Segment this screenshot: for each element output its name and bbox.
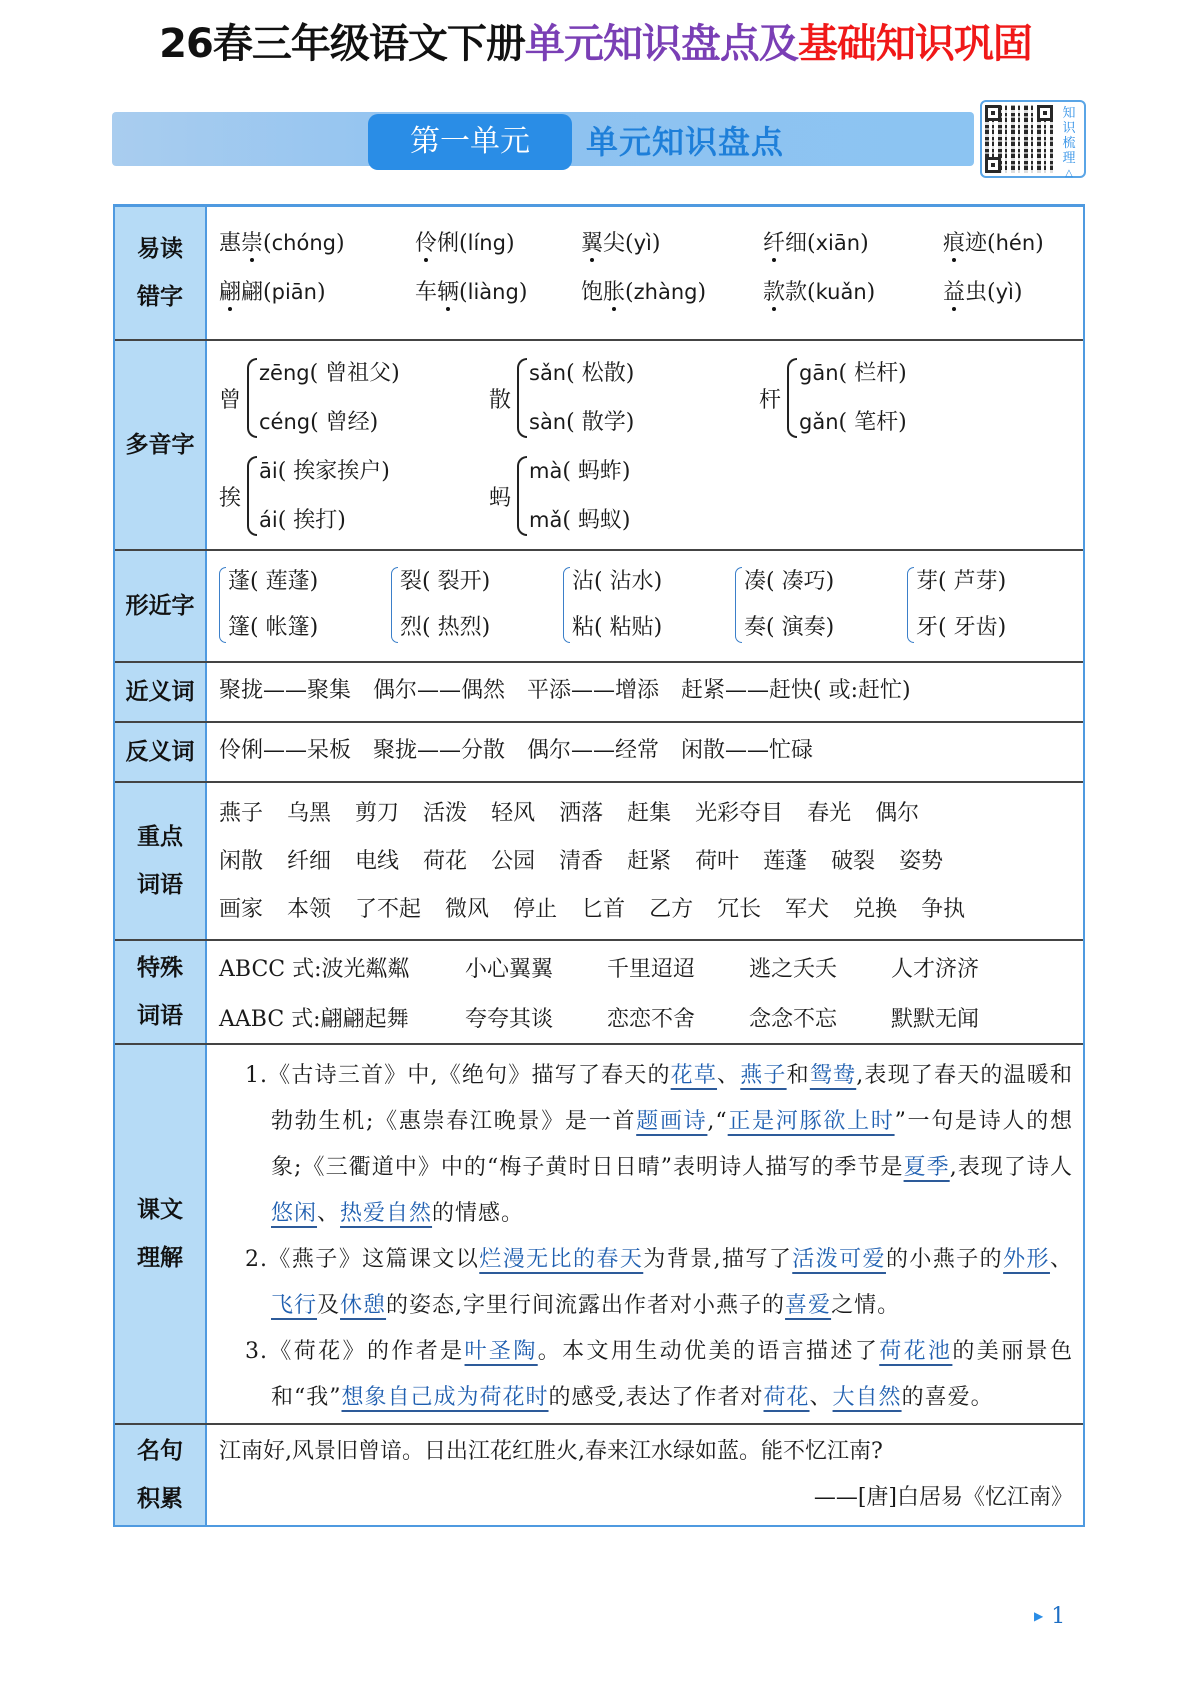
pair-list [572, 559, 662, 651]
similar-char: 沾( 沾水) [572, 569, 663, 594]
polyphonic-char: 蚂 [489, 485, 512, 511]
paragraph-text: 、 [317, 1201, 341, 1226]
row-polyphonic [115, 341, 1083, 551]
pair-list [744, 559, 834, 651]
similar-char-pair [563, 559, 735, 651]
word-char: 翩 [241, 280, 264, 305]
chevron-icon: △ [1065, 168, 1073, 179]
row-label [115, 207, 207, 339]
key-word: 乙方 [649, 897, 694, 922]
antonym-pair: 聚拢——分散 [373, 738, 506, 763]
label-line: 名句 [137, 1438, 183, 1464]
misread-item [415, 221, 581, 266]
pinyin: líng [467, 231, 506, 255]
example: ( 松散) [566, 361, 635, 386]
paragraph-text: ,表现了春天的温暖和勃勃生机;《惠崇春江晚景》是一首 [271, 1063, 1073, 1134]
key-word: 清香 [559, 849, 604, 874]
qr-label-char: 识 [1062, 121, 1076, 136]
similar-char-pair [907, 559, 1079, 651]
key-word: 了不起 [355, 897, 422, 922]
quote-text: 江南好,风景旧曾谙。日出江花红胜火,春来江水绿如蓝。能不忆江南? [219, 1439, 883, 1464]
special-word: 小心翼翼 [465, 957, 554, 982]
misread-item [581, 270, 763, 315]
label-line: 课文 [137, 1197, 183, 1223]
paragraph-text: 及 [317, 1293, 341, 1318]
paragraph-text: 3.《荷花》的作者是 [245, 1339, 465, 1364]
row-content [207, 341, 1083, 549]
pinyin: hén [995, 231, 1036, 255]
paragraph-text: ,表现了诗人 [949, 1155, 1073, 1180]
paragraph-text: 的情感。 [432, 1201, 525, 1226]
brace-icon [787, 358, 797, 438]
brace-icon [907, 567, 914, 643]
readings-list [259, 451, 390, 541]
pair-list [400, 559, 490, 651]
word-char: 虫 [965, 280, 988, 305]
emphasized-char: 胀 [603, 280, 626, 305]
pinyin: piān [271, 280, 317, 304]
pinyin: ái [259, 508, 278, 532]
pinyin: kuǎn [815, 280, 867, 304]
label-line: 积累 [137, 1486, 183, 1512]
paren: ) [651, 231, 661, 256]
paren: ( [987, 280, 996, 305]
misread-item [763, 221, 943, 266]
row-label: 多音字 [115, 341, 207, 549]
row-text-comprehension [115, 1045, 1083, 1425]
paragraph-text: 和 [786, 1063, 810, 1088]
key-word: 赶集 [627, 801, 672, 826]
emphasized-char: 益 [943, 280, 966, 305]
pinyin: gān [799, 361, 839, 385]
misread-item [219, 221, 415, 266]
paragraph-text: 之情。 [831, 1293, 901, 1318]
pinyin: chóng [271, 231, 336, 255]
antonym-pair: 偶尔——经常 [527, 738, 660, 763]
emphasized-char: 辆 [437, 280, 460, 305]
answer-blank: 想象自己成为荷花时 [341, 1385, 549, 1410]
qr-label [1058, 106, 1080, 181]
pinyin: xiān [815, 231, 861, 255]
reading [259, 451, 390, 492]
row-synonyms [115, 663, 1083, 723]
qr-label-char: 理 [1062, 151, 1076, 166]
similar-char: 烈( 热烈) [400, 615, 491, 640]
special-words-list [207, 941, 1083, 1043]
label-line: 错字 [137, 284, 183, 310]
label-line: 理解 [137, 1245, 183, 1271]
reading [529, 451, 631, 492]
pattern-first-word: ABCC 式:波光粼粼 [219, 957, 410, 982]
special-word: 千里迢迢 [607, 957, 696, 982]
synonym-pair: 平添——增添 [527, 678, 660, 703]
answer-blank: 荷花 [763, 1385, 810, 1410]
unit-tab: 第一单元 [368, 114, 572, 170]
key-word: 乌黑 [287, 801, 332, 826]
knowledge-table [113, 204, 1085, 1527]
paren: ) [1013, 280, 1023, 305]
pinyin: mà [529, 459, 563, 483]
brace-icon [247, 358, 257, 438]
pinyin: sàn [529, 410, 567, 434]
qr-finder-icon [1037, 105, 1053, 121]
brace-icon [219, 567, 226, 643]
key-word: 莲蓬 [763, 849, 808, 874]
readings-list [259, 353, 400, 443]
key-word: 纤细 [287, 849, 332, 874]
answer-blank: 燕子 [740, 1063, 787, 1088]
key-word: 剪刀 [355, 801, 400, 826]
polyphonic-item [219, 447, 489, 545]
row-easy-misread [115, 207, 1083, 341]
readings-list [529, 353, 634, 443]
similar-char-pair [735, 559, 907, 651]
row-label: 反义词 [115, 723, 207, 781]
reading [259, 500, 390, 541]
polyphonic-char: 挨 [219, 485, 242, 511]
antonyms-list [207, 723, 1083, 781]
row-content [207, 551, 1087, 661]
key-word: 电线 [355, 849, 400, 874]
reading [529, 500, 631, 541]
polyphonic-grid [219, 341, 1075, 545]
paren: ( [625, 280, 634, 305]
special-word: 念念不忘 [749, 1007, 838, 1032]
row-label [115, 1425, 207, 1525]
similar-char-pair [391, 559, 563, 651]
qr-label-char: 梳 [1062, 136, 1076, 151]
comprehension-paragraph [245, 1237, 1073, 1329]
page-number [1034, 1604, 1065, 1629]
pinyin: céng [259, 410, 311, 434]
key-word: 轻风 [491, 801, 536, 826]
readings-list [799, 353, 907, 443]
example: ( 挨打) [277, 508, 346, 533]
example: ( 挨家挨户) [277, 459, 390, 484]
paragraph-text: ”一句是诗人的想象;《三衢道中》中的“梅子黄时日日晴”表明诗人描写的季节是 [271, 1109, 1073, 1180]
row-label: 形近字 [115, 551, 207, 661]
pinyin: āi [259, 459, 278, 483]
polyphonic-item [489, 349, 759, 447]
key-word: 破裂 [831, 849, 876, 874]
reading [529, 353, 634, 394]
synonyms-list [207, 663, 1083, 721]
answer-blank: 大自然 [832, 1385, 902, 1410]
paren: ( [987, 231, 996, 256]
pinyin: mǎ [529, 508, 563, 532]
label-line: 特殊 [137, 955, 183, 981]
key-word: 停止 [513, 897, 558, 922]
similar-char: 裂( 裂开) [400, 569, 491, 594]
word-char: 惠 [219, 231, 242, 256]
word-char: 迹 [965, 231, 988, 256]
paragraph-text: 、 [717, 1063, 741, 1088]
similar-char: 牙( 牙齿) [916, 615, 1007, 640]
label-line: 易读 [137, 236, 183, 262]
example: ( 散学) [566, 410, 635, 435]
paren: ) [505, 231, 515, 256]
paragraph-text: ,“ [707, 1109, 728, 1134]
example: ( 栏杆) [838, 361, 907, 386]
paren: ) [1035, 231, 1044, 256]
answer-blank: 叶圣陶 [464, 1339, 538, 1364]
misread-item [943, 221, 1093, 266]
special-word: 夸夸其谈 [465, 1007, 554, 1032]
quote-source: ——[唐]白居易《忆江南》 [813, 1485, 1073, 1510]
word-char: 尖 [603, 231, 626, 256]
paragraph-text: 为背景,描写了 [643, 1247, 793, 1272]
key-word: 洒落 [559, 801, 604, 826]
example: ( 曾祖父) [309, 361, 400, 386]
emphasized-char: 痕 [943, 231, 966, 256]
emphasized-char: 伶 [415, 231, 438, 256]
triangle-icon: ▶ [1034, 1609, 1044, 1623]
row-content [207, 1425, 1083, 1525]
paren: ) [866, 280, 876, 305]
pattern-first-word: AABC 式:翩翩起舞 [219, 1007, 409, 1032]
paren: ) [316, 280, 326, 305]
antonym-pair: 伶俐——呆板 [219, 738, 352, 763]
misread-item [943, 270, 1093, 315]
polyphonic-item [489, 447, 759, 545]
paren: ( [625, 231, 634, 256]
title-part-basics: 基础知识巩固 [797, 21, 1032, 67]
misread-item [219, 270, 415, 315]
word-char: 细 [785, 231, 808, 256]
paragraph-text: 的美丽景色和“我” [271, 1339, 1073, 1410]
pinyin: zēng [259, 361, 310, 385]
key-word: 微风 [445, 897, 490, 922]
key-word: 军犬 [785, 897, 830, 922]
key-word: 兑换 [853, 897, 898, 922]
paragraph-text: 2.《燕子》这篇课文以 [245, 1247, 480, 1272]
pair-list [916, 559, 1006, 651]
qr-box[interactable] [980, 100, 1086, 178]
synonym-pair: 聚拢——聚集 [219, 678, 352, 703]
emphasized-char: 翩 [219, 280, 242, 305]
misread-item [581, 221, 763, 266]
similar-chars-grid [219, 551, 1079, 651]
paragraph-text: 。本文用生动优美的语言描述了 [537, 1339, 880, 1364]
comprehension-paragraph [245, 1053, 1073, 1237]
pinyin: yì [633, 231, 652, 255]
emphasized-char: 纤 [763, 231, 786, 256]
reading [799, 402, 907, 443]
special-word: 恋恋不舍 [607, 1007, 696, 1032]
title-part-grade: 26春三年级语文下册 [159, 21, 525, 67]
row-key-words [115, 783, 1083, 941]
key-words-list [207, 783, 1083, 939]
word-char: 车 [415, 280, 438, 305]
row-famous-quotes [115, 1425, 1083, 1525]
qr-label-char: 知 [1062, 106, 1076, 121]
comprehension-paragraphs [207, 1045, 1083, 1423]
word-char: 饱 [581, 280, 604, 305]
key-word: 画家 [219, 897, 264, 922]
brace-icon [563, 567, 570, 643]
key-word: 偶尔 [875, 801, 920, 826]
paren: ( [807, 280, 816, 305]
similar-char: 凑( 凑巧) [744, 569, 835, 594]
key-word: 春光 [807, 801, 852, 826]
row-antonyms [115, 723, 1083, 783]
row-label [115, 783, 207, 939]
answer-blank: 荷花池 [879, 1339, 953, 1364]
key-word: 光彩夺目 [695, 801, 784, 826]
paren: ) [335, 231, 345, 256]
similar-char: 蓬( 莲蓬) [228, 569, 319, 594]
answer-blank: 飞行 [271, 1293, 318, 1318]
answer-blank: 花草 [670, 1063, 718, 1088]
answer-blank: 烂漫无比的春天 [479, 1247, 644, 1272]
antonym-pair: 闲散——忙碌 [681, 738, 814, 763]
similar-char: 奏( 演奏) [744, 615, 835, 640]
paragraph-text: 的感受,表达了作者对 [548, 1385, 764, 1410]
label-line: 词语 [137, 1003, 183, 1029]
pinyin: zhàng [633, 280, 698, 304]
misread-item [763, 270, 943, 315]
key-word: 匕首 [581, 897, 626, 922]
similar-char-pair [219, 559, 391, 651]
reading [529, 402, 634, 443]
qr-finder-icon [985, 157, 1001, 173]
reading [799, 353, 907, 394]
key-word: 燕子 [219, 801, 264, 826]
row-label [115, 1045, 207, 1423]
answer-blank: 外形 [1003, 1247, 1050, 1272]
qr-finder-icon [985, 105, 1001, 121]
label-line: 重点 [137, 824, 183, 850]
paragraph-text: 的小燕子的 [885, 1247, 1004, 1272]
brace-icon [517, 358, 527, 438]
reading [259, 402, 400, 443]
key-word: 荷花 [423, 849, 468, 874]
answer-blank: 题画诗 [636, 1109, 708, 1134]
emphasized-char: 翼 [581, 231, 604, 256]
polyphonic-item [759, 349, 999, 447]
answer-blank: 休憩 [340, 1293, 387, 1318]
answer-blank: 热爱自然 [340, 1201, 433, 1226]
word-char: 俐 [437, 231, 460, 256]
row-similar-chars [115, 551, 1083, 663]
misread-item [415, 270, 581, 315]
paren: ) [518, 280, 528, 305]
answer-blank: 鸳鸯 [809, 1063, 857, 1088]
paren: ( [263, 231, 272, 256]
synonym-pair: 赶紧——赶快( 或:赶忙) [681, 678, 911, 703]
example: ( 曾经) [310, 410, 379, 435]
key-word: 姿势 [899, 849, 944, 874]
brace-icon [247, 456, 257, 536]
paren: ) [697, 280, 707, 305]
paren: ) [860, 231, 869, 256]
key-words-line [219, 789, 1075, 837]
paragraph-text: 、 [809, 1385, 833, 1410]
polyphonic-char: 杆 [759, 387, 782, 413]
example: ( 蚂蚁) [562, 508, 631, 533]
polyphonic-char: 曾 [219, 387, 242, 413]
reading [259, 353, 400, 394]
key-word: 公园 [491, 849, 536, 874]
paren: ( [807, 231, 816, 256]
paren: ( [263, 280, 272, 305]
paren: ( [459, 280, 468, 305]
pinyin: yì [995, 280, 1014, 304]
label-line: 词语 [137, 872, 183, 898]
key-word: 本领 [287, 897, 332, 922]
paragraph-text: 、 [1049, 1247, 1073, 1272]
special-words-line [219, 943, 1075, 993]
banner-title: 单元知识盘点 [586, 123, 785, 161]
example: ( 笔杆) [838, 410, 907, 435]
word-char: 款 [785, 280, 808, 305]
paragraph-text: 的姿态,字里行间流露出作者对小燕子的 [386, 1293, 786, 1318]
answer-blank: 悠闲 [271, 1201, 318, 1226]
answer-blank: 喜爱 [785, 1293, 832, 1318]
polyphonic-item [219, 349, 489, 447]
key-word: 闲散 [219, 849, 264, 874]
similar-char: 芽( 芦芽) [916, 569, 1007, 594]
polyphonic-char: 散 [489, 387, 512, 413]
page-number-value: 1 [1051, 1604, 1066, 1629]
special-word: 逃之夭夭 [749, 957, 838, 982]
paragraph-text: 的喜爱。 [901, 1385, 994, 1410]
key-word: 赶紧 [627, 849, 672, 874]
emphasized-char: 崇 [241, 231, 264, 256]
row-label: 近义词 [115, 663, 207, 721]
page-title [0, 16, 1191, 72]
readings-list [529, 451, 631, 541]
key-word: 荷叶 [695, 849, 740, 874]
answer-blank: 夏季 [903, 1155, 950, 1180]
row-content [207, 207, 1101, 339]
row-label [115, 941, 207, 1043]
comprehension-paragraph [245, 1329, 1073, 1421]
brace-icon [517, 456, 527, 536]
similar-char: 篷( 帐篷) [228, 615, 319, 640]
special-word: 默默无闻 [891, 1007, 980, 1032]
pinyin: gǎn [799, 410, 839, 434]
title-part-unit-review: 单元知识盘点及 [524, 21, 798, 67]
key-words-line [219, 837, 1075, 885]
emphasized-char: 款 [763, 280, 786, 305]
paragraph-text: 1.《古诗三首》中,《绝句》描写了春天的 [245, 1063, 671, 1088]
answer-blank: 活泼可爱 [792, 1247, 886, 1272]
special-words-line [219, 993, 1075, 1043]
example: ( 蚂蚱) [562, 459, 631, 484]
qr-code-icon[interactable] [985, 105, 1053, 173]
key-word: 争执 [921, 897, 966, 922]
misread-grid [219, 207, 1093, 315]
synonym-pair: 偶尔——偶然 [373, 678, 506, 703]
brace-icon [735, 567, 742, 643]
pinyin: liàng [467, 280, 519, 304]
similar-char: 粘( 粘贴) [572, 615, 663, 640]
answer-blank: 正是河豚欲上时 [727, 1109, 895, 1134]
pinyin: sǎn [529, 361, 567, 385]
brace-icon [391, 567, 398, 643]
key-word: 活泼 [423, 801, 468, 826]
special-word: 人才济济 [891, 957, 980, 982]
row-special-words [115, 941, 1083, 1045]
key-words-line [219, 885, 1075, 933]
pair-list [228, 559, 318, 651]
key-word: 冗长 [717, 897, 762, 922]
paren: ( [459, 231, 468, 256]
